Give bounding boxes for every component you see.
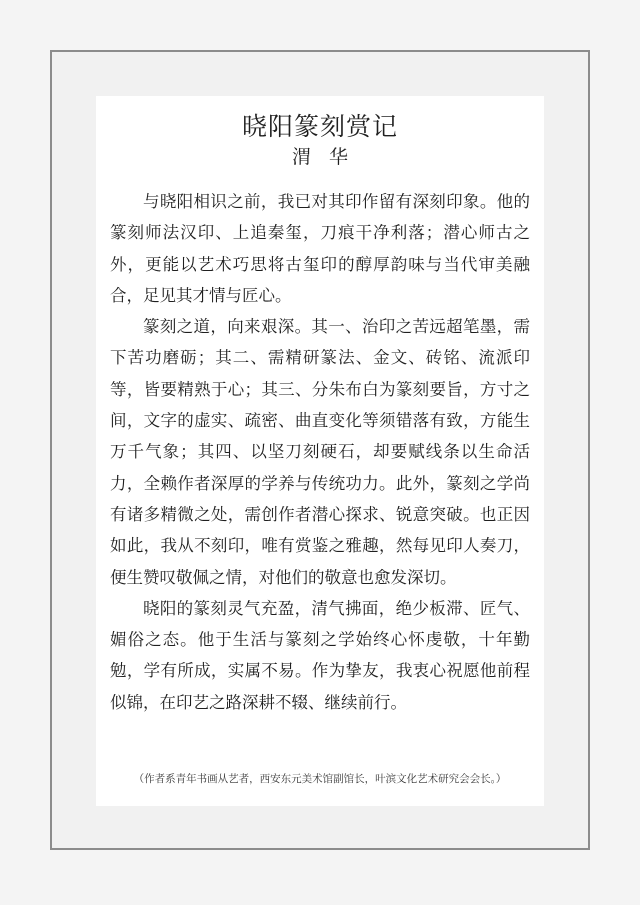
author-name-first-char: 渭 — [291, 146, 311, 168]
article-title: 晓阳篆刻赏记 — [241, 112, 398, 141]
author-name — [0, 145, 640, 169]
article-body — [110, 186, 530, 718]
author-footnote: （作者系青年书画从艺者，西安东元美术馆副馆长，叶滨文化艺术研究会会长。） — [133, 773, 507, 785]
paragraph-3: 晓阳的篆刻灵气充盈，清气拂面，绝少板滞、匠气、媚俗之态。他于生活与篆刻之学始终心怀虔敬，十年勤勉，学有所成，实属不易。作为挚友，我衷心祝愿他前程似锦，在印艺之路深耕不辍、继续前行。 — [110, 598, 530, 712]
paragraph-1: 与晓阳相识之前，我已对其印作留有深刻印象。他的篆刻师法汉印、上追秦玺，刀痕干净利落；潜心师古之外，更能以艺术巧思将古玺印的醇厚韵味与当代审美融合，足见其才情与匠心。 — [110, 192, 530, 305]
paragraph-2: 篆刻之道，向来艰深。其一、治印之苦远超笔墨，需下苦功磨砺；其二、需精研篆法、金文、砖铭、流派印等，皆要精熟于心；其三、分朱布白为篆刻要旨，方寸之间，文字的虚实、疏密、曲直变化等须错落有致，方能生万千气象；其四、以坚刀刻硬石，却要赋线条以生命活力，全赖作者深厚的学养与传统功力。此外，篆刻之学尚有诸多精微之处，需创作者潜心探求、锐意突破。也正因如此，我从不刻印，唯有赏鉴之雅趣，然每见印人奏刀，便生赞叹敬佩之情，对他们的敬意也愈发深切。 — [110, 317, 530, 587]
author-name-second-char: 华 — [329, 146, 349, 168]
